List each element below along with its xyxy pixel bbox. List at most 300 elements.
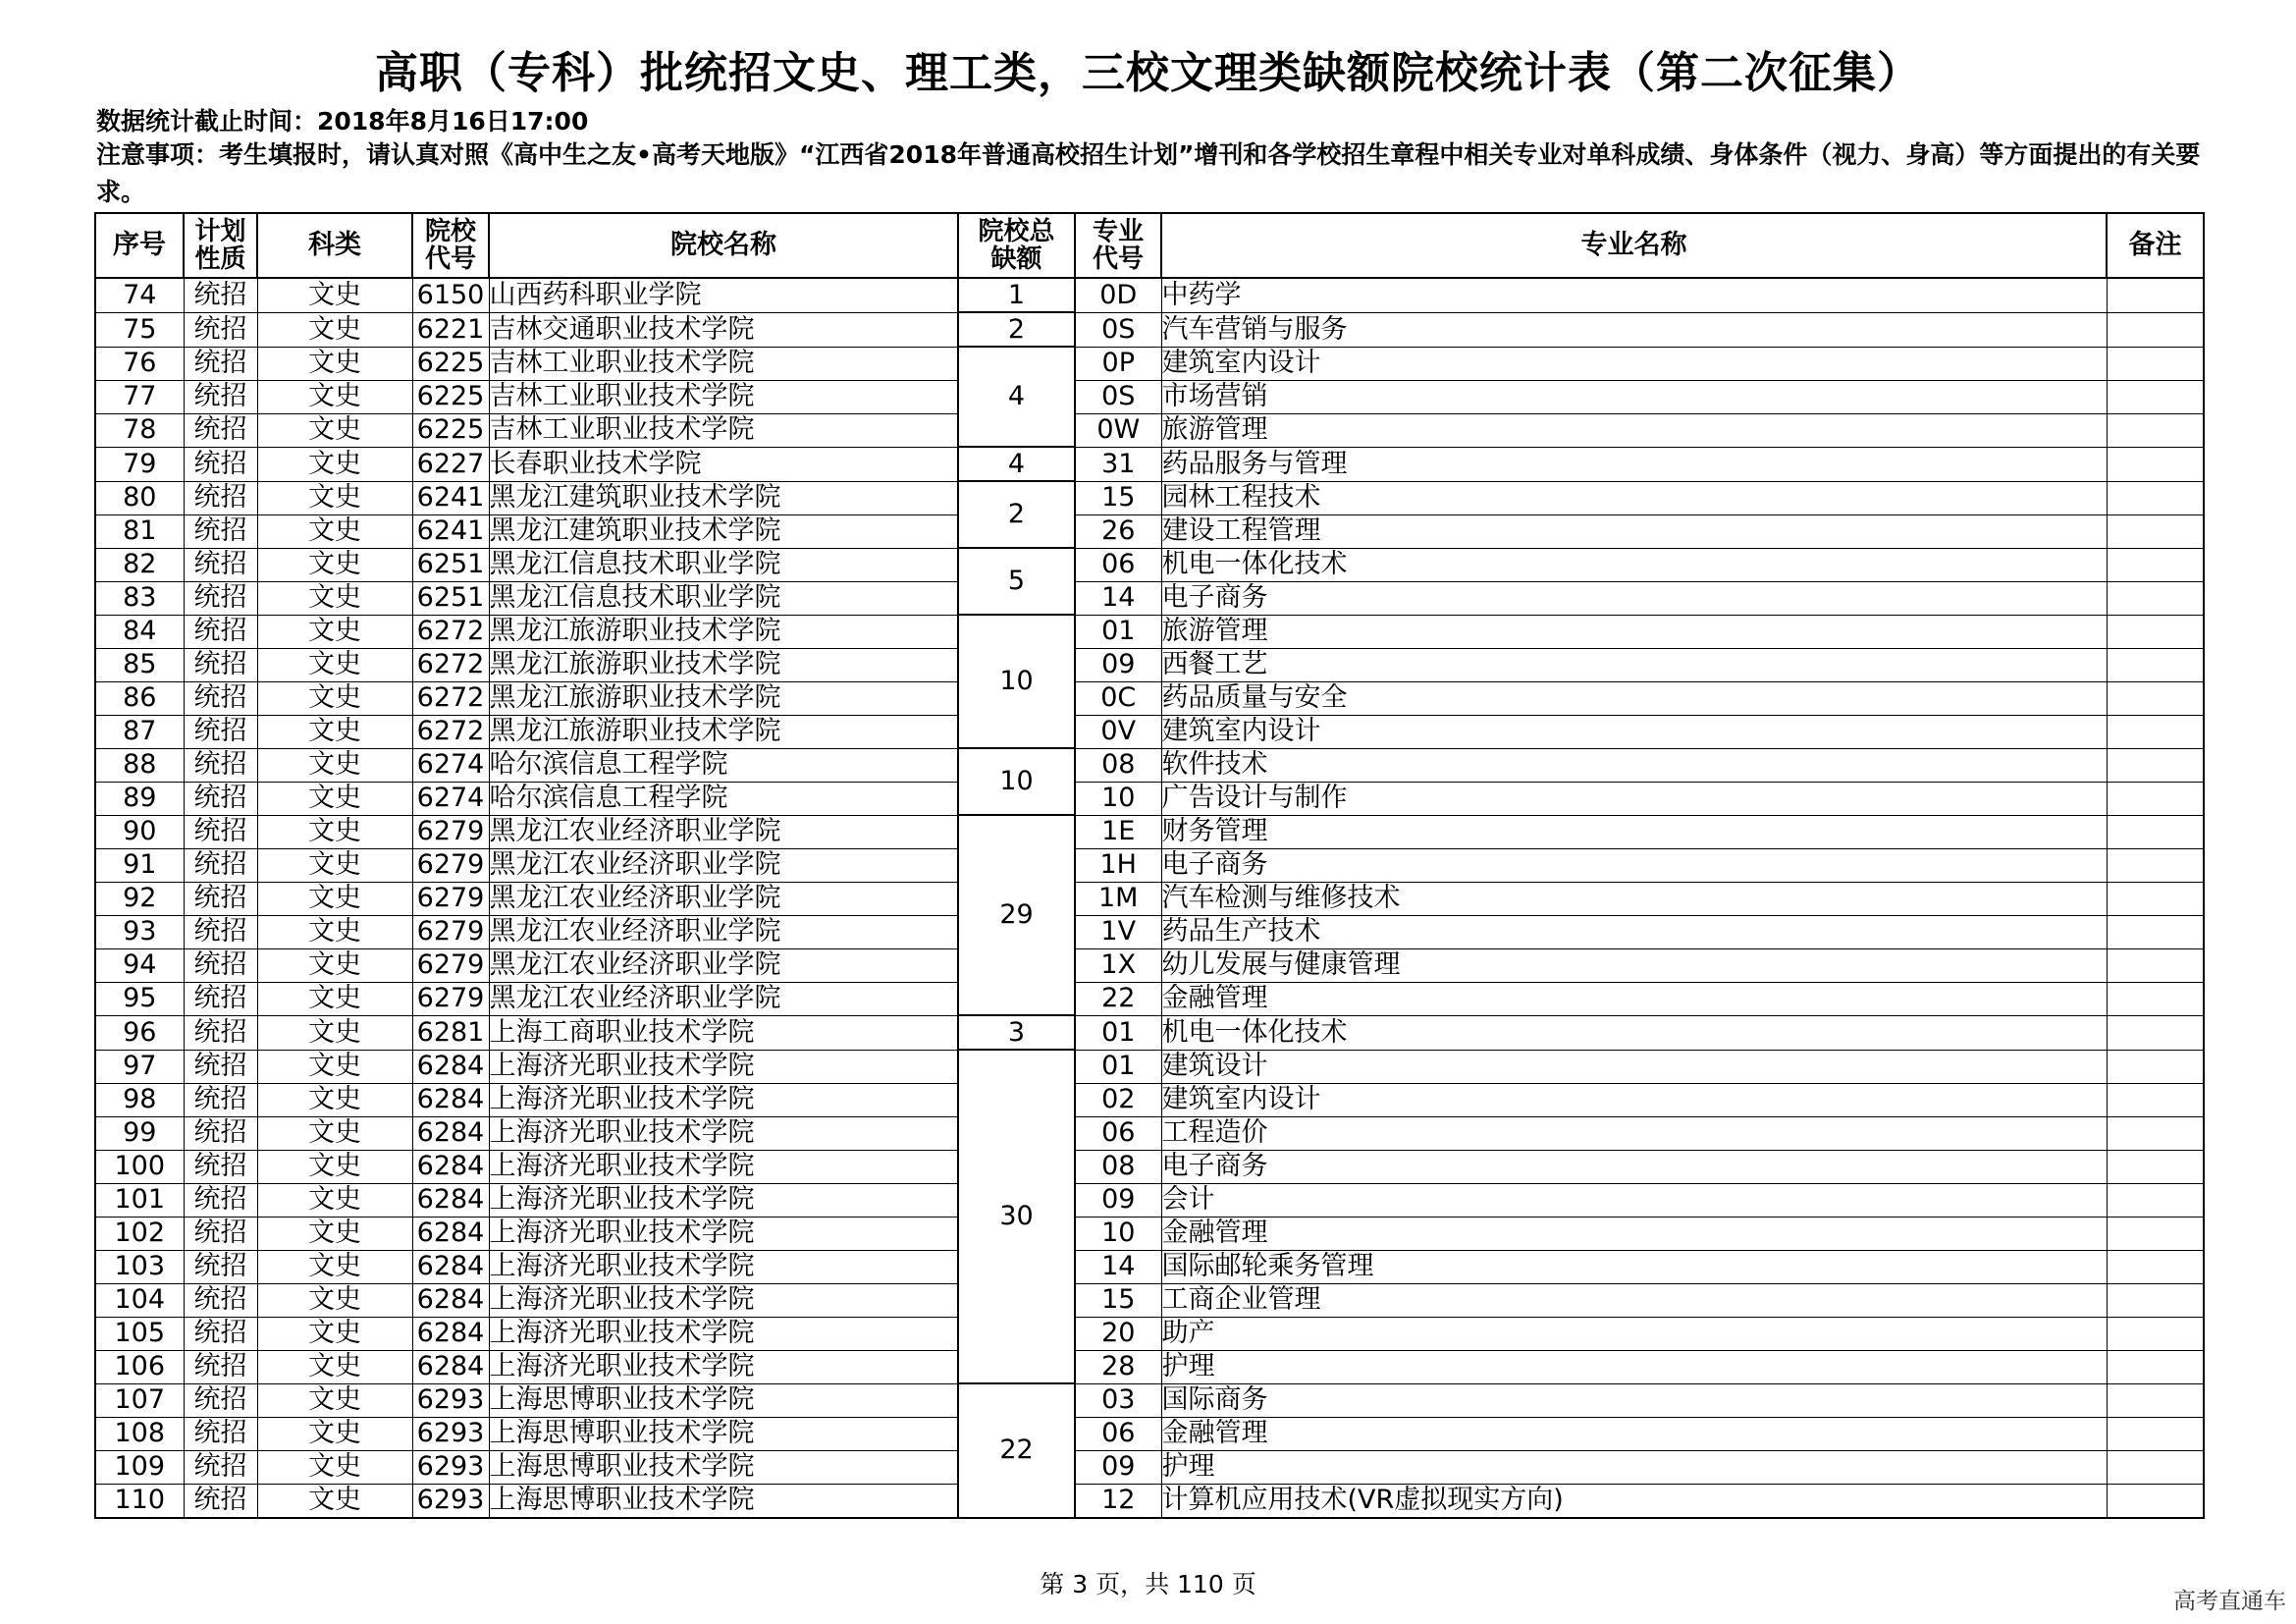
table-row	[95, 1217, 2204, 1250]
cell-subject: 文史	[257, 915, 412, 948]
header-plan: 计划性质	[184, 213, 257, 278]
cell-school-name: 黑龙江信息技术职业学院	[489, 548, 958, 581]
table-row	[95, 915, 2204, 948]
cell-total-vacancy: 3	[958, 1015, 1075, 1050]
cell-major-name: 旅游管理	[1161, 615, 2107, 648]
cell-seq: 99	[95, 1116, 184, 1150]
cell-subject: 文史	[257, 1450, 412, 1484]
cell-school-code: 6279	[412, 982, 489, 1015]
table-row	[95, 312, 2204, 347]
cell-school-code: 6284	[412, 1183, 489, 1217]
cell-major-code: 06	[1075, 1116, 1161, 1150]
cell-remark	[2107, 1050, 2204, 1083]
cell-school-code: 6221	[412, 312, 489, 347]
cell-seq: 103	[95, 1250, 184, 1283]
cell-subject: 文史	[257, 615, 412, 648]
cell-major-code: 01	[1075, 1015, 1161, 1050]
table-row	[95, 278, 2204, 312]
cell-seq: 78	[95, 413, 184, 447]
cell-seq: 106	[95, 1350, 184, 1383]
cell-total-vacancy: 10	[958, 748, 1075, 815]
header-seq: 序号	[95, 213, 184, 278]
cell-subject: 文史	[257, 1317, 412, 1350]
cell-major-name: 机电一体化技术	[1161, 1015, 2107, 1050]
cell-school-code: 6284	[412, 1350, 489, 1383]
deadline-text: 数据统计截止时间：2018年8月16日17:00	[96, 107, 589, 135]
cell-school-name: 上海济光职业技术学院	[489, 1183, 958, 1217]
page-title: 高职（专科）批统招文史、理工类，三校文理类缺额院校统计表（第二次征集）	[375, 48, 1921, 98]
cell-school-name: 上海济光职业技术学院	[489, 1350, 958, 1383]
cell-school-code: 6251	[412, 581, 489, 615]
cell-total-vacancy: 1	[958, 278, 1075, 312]
cell-plan: 统招	[184, 782, 257, 815]
cell-remark	[2107, 1250, 2204, 1283]
cell-subject: 文史	[257, 347, 412, 380]
table-row	[95, 1250, 2204, 1283]
cell-major-code: 14	[1075, 581, 1161, 615]
cell-remark	[2107, 915, 2204, 948]
cell-subject: 文史	[257, 782, 412, 815]
cell-major-code: 15	[1075, 1283, 1161, 1317]
cell-major-name: 护理	[1161, 1450, 2107, 1484]
cell-school-name: 上海济光职业技术学院	[489, 1050, 958, 1083]
cell-subject: 文史	[257, 312, 412, 347]
cell-school-name: 上海济光职业技术学院	[489, 1250, 958, 1283]
table-row	[95, 1350, 2204, 1383]
cell-remark	[2107, 1417, 2204, 1450]
cell-plan: 统招	[184, 278, 257, 312]
cell-school-code: 6279	[412, 882, 489, 915]
cell-major-code: 06	[1075, 1417, 1161, 1450]
table-row	[95, 715, 2204, 748]
cell-seq: 76	[95, 347, 184, 380]
cell-subject: 文史	[257, 1417, 412, 1450]
cell-major-code: 31	[1075, 447, 1161, 481]
cell-school-code: 6284	[412, 1150, 489, 1183]
cell-school-code: 6225	[412, 380, 489, 413]
table-row	[95, 1317, 2204, 1350]
cell-remark	[2107, 481, 2204, 514]
cell-plan: 统招	[184, 1116, 257, 1150]
cell-major-name: 药品生产技术	[1161, 915, 2107, 948]
cell-plan: 统招	[184, 648, 257, 681]
cell-school-code: 6293	[412, 1417, 489, 1450]
cell-major-name: 国际邮轮乘务管理	[1161, 1250, 2107, 1283]
cell-remark	[2107, 548, 2204, 581]
cell-total-vacancy: 5	[958, 548, 1075, 615]
cell-school-name: 黑龙江旅游职业技术学院	[489, 715, 958, 748]
notice-text: 注意事项：考生填报时，请认真对照《高中生之友•高考天地版》“江西省2018年普通高校招生计划”增刊和各学校招生章程中相关专业对单科成绩、身体条件（视力、身高）等方面提出的有关要求。	[96, 140, 2201, 206]
cell-remark	[2107, 312, 2204, 347]
cell-major-name: 幼儿发展与健康管理	[1161, 948, 2107, 982]
brand-watermark: 高考直通车	[2173, 1589, 2286, 1614]
table-row	[95, 413, 2204, 447]
cell-remark	[2107, 1015, 2204, 1050]
cell-school-name: 长春职业技术学院	[489, 447, 958, 481]
table-row	[95, 447, 2204, 481]
cell-subject: 文史	[257, 1183, 412, 1217]
cell-remark	[2107, 848, 2204, 882]
cell-major-name: 电子商务	[1161, 581, 2107, 615]
cell-plan: 统招	[184, 1484, 257, 1518]
cell-major-name: 建筑设计	[1161, 1050, 2107, 1083]
cell-major-name: 中药学	[1161, 278, 2107, 312]
cell-school-name: 黑龙江旅游职业技术学院	[489, 648, 958, 681]
cell-school-name: 上海思博职业技术学院	[489, 1417, 958, 1450]
cell-remark	[2107, 1217, 2204, 1250]
cell-school-name: 上海思博职业技术学院	[489, 1450, 958, 1484]
cell-major-name: 工商企业管理	[1161, 1283, 2107, 1317]
table-row	[95, 347, 2204, 380]
table-row	[95, 1050, 2204, 1083]
cell-remark	[2107, 514, 2204, 548]
cell-subject: 文史	[257, 1350, 412, 1383]
cell-school-name: 黑龙江农业经济职业学院	[489, 948, 958, 982]
cell-school-code: 6284	[412, 1050, 489, 1083]
cell-total-vacancy: 10	[958, 615, 1075, 748]
table-row	[95, 581, 2204, 615]
cell-seq: 109	[95, 1450, 184, 1484]
cell-subject: 文史	[257, 1217, 412, 1250]
cell-major-code: 14	[1075, 1250, 1161, 1283]
cell-major-code: 0W	[1075, 413, 1161, 447]
cell-subject: 文史	[257, 815, 412, 848]
cell-school-code: 6284	[412, 1250, 489, 1283]
table-row	[95, 1450, 2204, 1484]
cell-remark	[2107, 982, 2204, 1015]
cell-seq: 100	[95, 1150, 184, 1183]
cell-school-code: 6225	[412, 347, 489, 380]
cell-subject: 文史	[257, 648, 412, 681]
cell-school-code: 6251	[412, 548, 489, 581]
cell-major-code: 09	[1075, 1450, 1161, 1484]
cell-remark	[2107, 1450, 2204, 1484]
cell-school-name: 上海济光职业技术学院	[489, 1083, 958, 1116]
cell-school-code: 6241	[412, 481, 489, 514]
table-row	[95, 1183, 2204, 1217]
cell-seq: 105	[95, 1317, 184, 1350]
cell-major-name: 汽车检测与维修技术	[1161, 882, 2107, 915]
cell-major-name: 园林工程技术	[1161, 481, 2107, 514]
cell-major-code: 0P	[1075, 347, 1161, 380]
cell-remark	[2107, 715, 2204, 748]
cell-major-name: 金融管理	[1161, 1217, 2107, 1250]
table-row	[95, 882, 2204, 915]
cell-school-name: 黑龙江农业经济职业学院	[489, 815, 958, 848]
cell-major-name: 机电一体化技术	[1161, 548, 2107, 581]
cell-seq: 88	[95, 748, 184, 782]
table-row	[95, 1484, 2204, 1518]
cell-school-name: 哈尔滨信息工程学院	[489, 748, 958, 782]
cell-plan: 统招	[184, 948, 257, 982]
cell-major-name: 电子商务	[1161, 848, 2107, 882]
cell-total-vacancy: 4	[958, 447, 1075, 481]
cell-plan: 统招	[184, 882, 257, 915]
cell-seq: 75	[95, 312, 184, 347]
cell-school-name: 黑龙江农业经济职业学院	[489, 882, 958, 915]
cell-major-name: 财务管理	[1161, 815, 2107, 848]
cell-seq: 95	[95, 982, 184, 1015]
cell-plan: 统招	[184, 581, 257, 615]
cell-school-code: 6279	[412, 915, 489, 948]
cell-subject: 文史	[257, 982, 412, 1015]
cell-remark	[2107, 1350, 2204, 1383]
cell-plan: 统招	[184, 1015, 257, 1050]
cell-remark	[2107, 278, 2204, 312]
cell-school-name: 吉林工业职业技术学院	[489, 413, 958, 447]
cell-total-vacancy: 29	[958, 815, 1075, 1015]
cell-seq: 93	[95, 915, 184, 948]
cell-subject: 文史	[257, 748, 412, 782]
cell-major-name: 药品服务与管理	[1161, 447, 2107, 481]
cell-school-code: 6284	[412, 1283, 489, 1317]
cell-remark	[2107, 681, 2204, 715]
cell-major-code: 28	[1075, 1350, 1161, 1383]
cell-school-name: 上海济光职业技术学院	[489, 1150, 958, 1183]
header-subject: 科类	[257, 213, 412, 278]
cell-school-code: 6225	[412, 413, 489, 447]
cell-major-name: 软件技术	[1161, 748, 2107, 782]
cell-plan: 统招	[184, 1317, 257, 1350]
cell-remark	[2107, 815, 2204, 848]
table-header-row	[95, 213, 2204, 278]
table-row	[95, 848, 2204, 882]
cell-major-name: 护理	[1161, 1350, 2107, 1383]
cell-seq: 85	[95, 648, 184, 681]
cell-plan: 统招	[184, 1417, 257, 1450]
cell-remark	[2107, 447, 2204, 481]
cell-subject: 文史	[257, 948, 412, 982]
cell-subject: 文史	[257, 581, 412, 615]
cell-subject: 文史	[257, 882, 412, 915]
cell-plan: 统招	[184, 982, 257, 1015]
cell-subject: 文史	[257, 1383, 412, 1417]
cell-school-code: 6293	[412, 1484, 489, 1518]
cell-school-name: 吉林工业职业技术学院	[489, 380, 958, 413]
table-row	[95, 380, 2204, 413]
cell-major-name: 建筑室内设计	[1161, 347, 2107, 380]
cell-plan: 统招	[184, 1450, 257, 1484]
cell-total-vacancy: 4	[958, 347, 1075, 447]
cell-school-code: 6150	[412, 278, 489, 312]
table-row	[95, 681, 2204, 715]
cell-seq: 102	[95, 1217, 184, 1250]
table-row	[95, 748, 2204, 782]
table-row	[95, 1150, 2204, 1183]
cell-remark	[2107, 413, 2204, 447]
cell-school-code: 6279	[412, 815, 489, 848]
table-row	[95, 1283, 2204, 1317]
cell-school-name: 黑龙江建筑职业技术学院	[489, 481, 958, 514]
cell-major-code: 01	[1075, 615, 1161, 648]
cell-remark	[2107, 1283, 2204, 1317]
cell-remark	[2107, 1317, 2204, 1350]
table-row	[95, 615, 2204, 648]
cell-major-code: 10	[1075, 782, 1161, 815]
cell-remark	[2107, 615, 2204, 648]
cell-seq: 107	[95, 1383, 184, 1417]
cell-plan: 统招	[184, 748, 257, 782]
cell-seq: 77	[95, 380, 184, 413]
cell-major-name: 金融管理	[1161, 982, 2107, 1015]
cell-major-name: 国际商务	[1161, 1383, 2107, 1417]
cell-major-code: 15	[1075, 481, 1161, 514]
cell-plan: 统招	[184, 815, 257, 848]
cell-remark	[2107, 782, 2204, 815]
cell-school-name: 吉林工业职业技术学院	[489, 347, 958, 380]
cell-school-code: 6279	[412, 848, 489, 882]
cell-seq: 82	[95, 548, 184, 581]
cell-plan: 统招	[184, 1250, 257, 1283]
cell-plan: 统招	[184, 715, 257, 748]
table-row	[95, 1383, 2204, 1417]
cell-seq: 90	[95, 815, 184, 848]
cell-total-vacancy: 2	[958, 312, 1075, 347]
cell-major-code: 1H	[1075, 848, 1161, 882]
cell-plan: 统招	[184, 1383, 257, 1417]
cell-major-name: 旅游管理	[1161, 413, 2107, 447]
cell-plan: 统招	[184, 447, 257, 481]
cell-remark	[2107, 380, 2204, 413]
cell-subject: 文史	[257, 848, 412, 882]
cell-subject: 文史	[257, 1083, 412, 1116]
cell-major-code: 1M	[1075, 882, 1161, 915]
cell-school-code: 6272	[412, 615, 489, 648]
cell-school-name: 吉林交通职业技术学院	[489, 312, 958, 347]
cell-remark	[2107, 1116, 2204, 1150]
header-major-name: 专业名称	[1161, 213, 2107, 278]
cell-major-code: 09	[1075, 648, 1161, 681]
cell-school-name: 黑龙江农业经济职业学院	[489, 915, 958, 948]
cell-plan: 统招	[184, 548, 257, 581]
cell-major-code: 06	[1075, 548, 1161, 581]
cell-seq: 110	[95, 1484, 184, 1518]
cell-major-code: 22	[1075, 982, 1161, 1015]
cell-seq: 80	[95, 481, 184, 514]
cell-subject: 文史	[257, 1283, 412, 1317]
table-row	[95, 548, 2204, 581]
cell-school-code: 6284	[412, 1116, 489, 1150]
cell-plan: 统招	[184, 1283, 257, 1317]
cell-school-code: 6293	[412, 1383, 489, 1417]
cell-major-code: 08	[1075, 1150, 1161, 1183]
cell-school-code: 6279	[412, 948, 489, 982]
table-body	[95, 278, 2204, 1518]
cell-subject: 文史	[257, 715, 412, 748]
cell-major-name: 工程造价	[1161, 1116, 2107, 1150]
cell-plan: 统招	[184, 1050, 257, 1083]
cell-major-name: 广告设计与制作	[1161, 782, 2107, 815]
table-row	[95, 481, 2204, 514]
cell-subject: 文史	[257, 1150, 412, 1183]
cell-major-name: 药品质量与安全	[1161, 681, 2107, 715]
cell-school-name: 黑龙江建筑职业技术学院	[489, 514, 958, 548]
cell-major-code: 01	[1075, 1050, 1161, 1083]
cell-school-name: 哈尔滨信息工程学院	[489, 782, 958, 815]
cell-major-name: 助产	[1161, 1317, 2107, 1350]
cell-plan: 统招	[184, 1183, 257, 1217]
cell-remark	[2107, 1484, 2204, 1518]
cell-remark	[2107, 1383, 2204, 1417]
cell-remark	[2107, 648, 2204, 681]
cell-major-code: 10	[1075, 1217, 1161, 1250]
cell-subject: 文史	[257, 413, 412, 447]
cell-major-code: 1E	[1075, 815, 1161, 848]
cell-remark	[2107, 581, 2204, 615]
cell-plan: 统招	[184, 1083, 257, 1116]
cell-plan: 统招	[184, 514, 257, 548]
cell-school-code: 6284	[412, 1083, 489, 1116]
cell-remark	[2107, 1150, 2204, 1183]
cell-seq: 83	[95, 581, 184, 615]
cell-major-code: 03	[1075, 1383, 1161, 1417]
cell-school-name: 黑龙江信息技术职业学院	[489, 581, 958, 615]
cell-subject: 文史	[257, 1050, 412, 1083]
table-row	[95, 1083, 2204, 1116]
cell-seq: 84	[95, 615, 184, 648]
cell-total-vacancy: 30	[958, 1050, 1075, 1383]
cell-school-name: 上海工商职业技术学院	[489, 1015, 958, 1050]
cell-plan: 统招	[184, 413, 257, 447]
cell-plan: 统招	[184, 312, 257, 347]
cell-major-code: 09	[1075, 1183, 1161, 1217]
header-major-code: 专业代号	[1075, 213, 1161, 278]
header-school-code: 院校代号	[412, 213, 489, 278]
cell-school-code: 6293	[412, 1450, 489, 1484]
cell-school-code: 6272	[412, 648, 489, 681]
table-row	[95, 982, 2204, 1015]
cell-seq: 108	[95, 1417, 184, 1450]
cell-school-name: 黑龙江农业经济职业学院	[489, 982, 958, 1015]
cell-plan: 统招	[184, 1350, 257, 1383]
table-row	[95, 1417, 2204, 1450]
cell-seq: 97	[95, 1050, 184, 1083]
cell-plan: 统招	[184, 848, 257, 882]
cell-plan: 统招	[184, 347, 257, 380]
cell-school-code: 6274	[412, 748, 489, 782]
cell-subject: 文史	[257, 514, 412, 548]
cell-major-code: 26	[1075, 514, 1161, 548]
cell-school-code: 6272	[412, 715, 489, 748]
cell-seq: 74	[95, 278, 184, 312]
cell-remark	[2107, 347, 2204, 380]
cell-major-code: 20	[1075, 1317, 1161, 1350]
cell-major-name: 建设工程管理	[1161, 514, 2107, 548]
header-school-name: 院校名称	[489, 213, 958, 278]
cell-subject: 文史	[257, 481, 412, 514]
cell-seq: 91	[95, 848, 184, 882]
cell-subject: 文史	[257, 548, 412, 581]
cell-plan: 统招	[184, 681, 257, 715]
cell-major-name: 市场营销	[1161, 380, 2107, 413]
cell-school-name: 上海济光职业技术学院	[489, 1217, 958, 1250]
cell-school-name: 上海济光职业技术学院	[489, 1116, 958, 1150]
cell-major-name: 金融管理	[1161, 1417, 2107, 1450]
cell-major-code: 0V	[1075, 715, 1161, 748]
cell-major-code: 1X	[1075, 948, 1161, 982]
cell-subject: 文史	[257, 447, 412, 481]
cell-major-name: 西餐工艺	[1161, 648, 2107, 681]
cell-subject: 文史	[257, 1250, 412, 1283]
cell-seq: 89	[95, 782, 184, 815]
cell-school-code: 6272	[412, 681, 489, 715]
cell-major-code: 0S	[1075, 312, 1161, 347]
cell-school-code: 6274	[412, 782, 489, 815]
cell-subject: 文史	[257, 380, 412, 413]
header-total-vacancy: 院校总缺额	[958, 213, 1075, 278]
cell-plan: 统招	[184, 380, 257, 413]
cell-school-code: 6281	[412, 1015, 489, 1050]
